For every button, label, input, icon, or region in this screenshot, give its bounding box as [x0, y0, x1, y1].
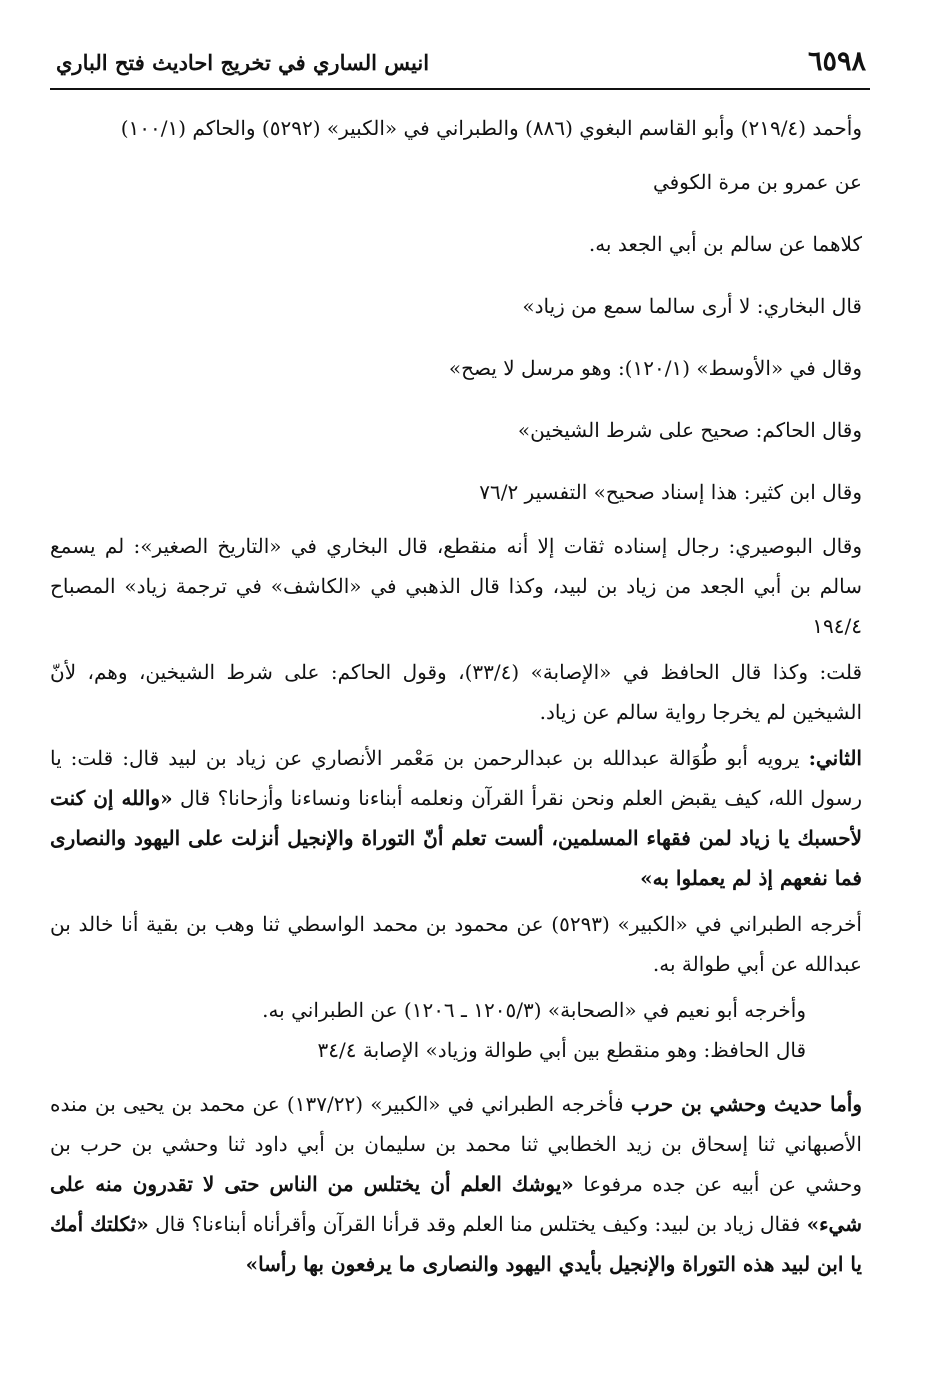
paragraph-5: وقال في «الأوسط» (١٢٠/١): وهو مرسل لا يصح» — [448, 356, 862, 380]
paragraph-14-text-2: فقال زياد بن لبيد: وكيف يختلس منا العلم وقد قرأنا القرآن وأقرأناه أبناءنا؟ قال — [148, 1212, 807, 1236]
paragraph-10-lead: الثاني: — [808, 746, 862, 770]
paragraph-10-text: يرويه أبو طُوَالة عبدالله بن عبدالرحمن بن مَعْمر الأنصاري عن زياد بن لبيد قال: قلت: يا رسول الله، كيف يقبض العلم ونحن نقرأ القرآن ونعلمه أبناءنا ونساءنا وأزحانا؟ قال — [50, 746, 862, 810]
paragraph-14 — [50, 1084, 870, 1284]
paragraph-4: قال البخاري: لا أرى سالما سمع من زياد» — [522, 294, 862, 318]
paragraph-10 — [50, 738, 870, 898]
book-title: انيس الساري في تخريج احاديث فتح الباري — [56, 50, 430, 75]
paragraph-12: وأخرجه أبو نعيم في «الصحابة» (١٢٠٥/٣ ـ ١٢٠٦) عن الطبراني به. — [262, 998, 806, 1022]
paragraph-14-hadith: «يوشك العلم أن يختلس من الناس حتى لا تقدرون منه على شيء» — [50, 1172, 862, 1236]
paragraph-14-text: فأخرجه الطبراني في «الكبير» (١٣٧/٢٢) عن محمد بن يحيى بن منده الأصبهاني ثنا إسحاق بن زيد الخطابي ثنا محمد بن سليمان بن أبي داود ثنا وحشي بن حرب بن وحشي عن أبيه عن جده مرفوعا — [50, 1092, 862, 1196]
paragraph-14-lead: وأما حديث وحشي بن حرب — [630, 1092, 863, 1116]
paragraph-7: وقال ابن كثير: هذا إسناد صحيح» التفسير ٧٦/٢ — [479, 480, 862, 504]
paragraph-6: وقال الحاكم: صحيح على شرط الشيخين» — [517, 418, 862, 442]
page-number: ٦٥٩٨ — [807, 46, 866, 77]
paragraph-14-hadith-2: «ثكلتك أمك يا ابن لبيد هذه التوراة والإنجيل بأيدي اليهود والنصارى ما يرفعون بها رأسا» — [50, 1212, 862, 1276]
paragraph-8: وقال البوصيري: رجال إسناده ثقات إلا أنه منقطع، قال البخاري في «التاريخ الصغير»: لم يسمع سالم بن أبي الجعد من زياد بن لبيد، وكذا قال الذهبي في «الكاشف» في ترجمة زياد» المصباح ١٩٤/٤ — [50, 534, 862, 638]
paragraph-11: أخرجه الطبراني في «الكبير» (٥٢٩٣) عن محمود بن محمد الواسطي ثنا وهب بن بقية أنا خالد بن عبدالله عن أبي طوالة به. — [50, 912, 862, 976]
paragraph-9: قلت: وكذا قال الحافظ في «الإصابة» (٣٣/٤)، وقول الحاكم: على شرط الشيخين، وهم، لأنّ الشيخين لم يخرجا رواية سالم عن زياد. — [50, 660, 863, 724]
paragraph-10-hadith: «والله إن كنت لأحسبك يا زياد لمن فقهاء المسلمين، ألست تعلم أنّ التوراة والإنجيل أنزلت على اليهود والنصارى فما نفعهم إذ لم يعملوا به» — [50, 786, 862, 890]
paragraph-2: عن عمرو بن مرة الكوفي — [652, 170, 862, 194]
paragraph-1: وأحمد (٢١٩/٤) وأبو القاسم البغوي (٨٨٦) والطبراني في «الكبير» (٥٢٩٢) والحاكم (١٠٠/١) — [120, 116, 862, 140]
page-header — [50, 44, 870, 90]
page-body — [50, 90, 870, 1284]
paragraph-3: كلاهما عن سالم بن أبي الجعد به. — [588, 232, 862, 256]
paragraph-13: قال الحافظ: وهو منقطع بين أبي طوالة وزياد» الإصابة ٣٤/٤ — [317, 1038, 806, 1062]
book-page — [50, 44, 870, 1284]
